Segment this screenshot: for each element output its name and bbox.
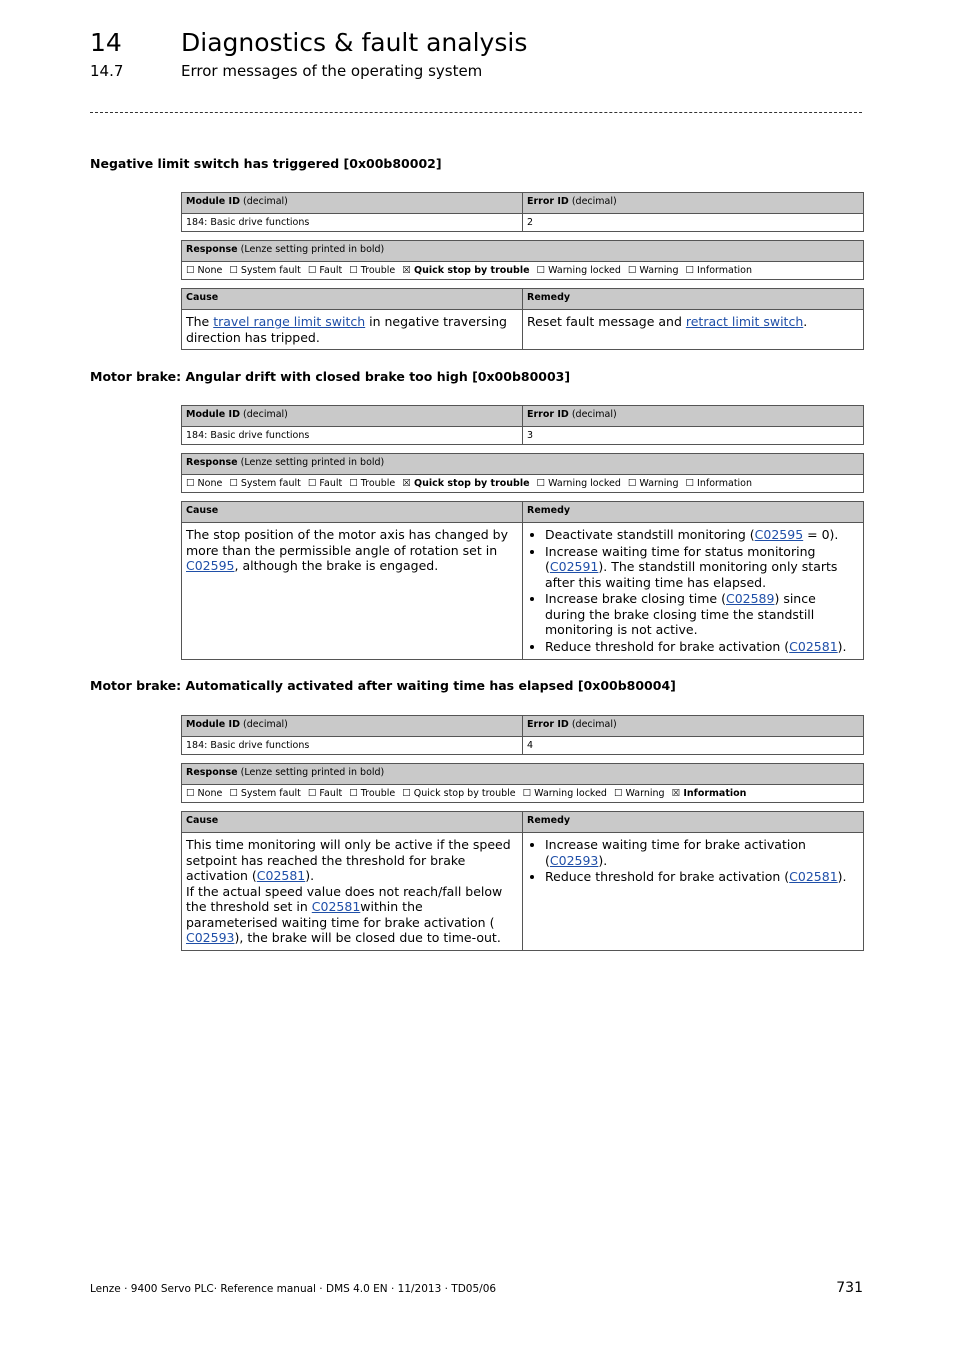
response-label: Response	[186, 767, 238, 778]
response-option-trouble: ☐ Trouble	[349, 788, 396, 799]
decimal-label: (decimal)	[243, 719, 288, 730]
parameter-link[interactable]: C02581	[311, 899, 361, 914]
parameter-link[interactable]: C02591	[549, 559, 599, 574]
chapter-title: Diagnostics & fault analysis	[181, 28, 528, 57]
section-title: Negative limit switch has triggered [0x00b80002]	[90, 156, 442, 171]
error-id-label: Error ID	[527, 196, 569, 207]
id-table	[181, 192, 864, 232]
remedy-bullets	[527, 527, 859, 654]
response-option-fault: ☐ Fault	[307, 788, 343, 799]
remedy-label: Remedy	[527, 505, 571, 516]
response-table	[181, 240, 864, 280]
text-run: ), the brake will be closed due to time-out.	[234, 930, 501, 945]
cause-label: Cause	[186, 815, 219, 826]
subchapter-title: Error messages of the operating system	[181, 62, 483, 80]
text-run: Increase waiting time for status monitoring (	[545, 543, 816, 574]
text-run: This time monitoring will only be active if the speed setpoint has reached the threshold for brake activation (	[186, 837, 511, 883]
response-option-warning-locked: ☐ Warning locked	[536, 265, 621, 276]
list-item	[545, 544, 859, 591]
list-item	[545, 527, 859, 543]
text-run: The stop position of the motor axis has changed by more than the permissible angle of rotation set in	[186, 527, 508, 558]
text-run: in negative traversing direction has tripped.	[186, 314, 507, 345]
response-label: Response	[186, 244, 238, 255]
response-option-quick-stop-by-trouble: ☐ Quick stop by trouble	[402, 788, 516, 799]
list-item	[545, 869, 859, 885]
response-option-fault: ☐ Fault	[307, 265, 343, 276]
parameter-link[interactable]: C02593	[549, 852, 599, 868]
error-id-label: Error ID	[527, 409, 569, 420]
response-option-warning-locked: ☐ Warning locked	[536, 478, 621, 489]
text-run: ).	[837, 638, 847, 654]
cause-text	[182, 310, 523, 350]
response-option-warning: ☐ Warning	[613, 788, 665, 799]
response-option-none: ☐ None	[186, 265, 223, 276]
response-option-information: ☐ Information	[685, 265, 753, 276]
cause-label: Cause	[186, 292, 219, 303]
response-options	[182, 785, 864, 803]
response-table	[181, 453, 864, 493]
text-run: Reduce threshold for brake activation (	[545, 638, 790, 654]
remedy-label: Remedy	[527, 815, 571, 826]
parameter-link[interactable]: travel range limit switch	[213, 314, 366, 329]
response-option-system-fault: ☐ System fault	[229, 478, 301, 489]
list-item	[545, 639, 859, 655]
remedy-text	[523, 310, 864, 350]
response-options	[182, 262, 864, 280]
text-run: The	[186, 314, 214, 329]
response-table	[181, 763, 864, 803]
error-id-value: 3	[523, 427, 864, 445]
id-table	[181, 715, 864, 755]
response-option-system-fault: ☐ System fault	[229, 265, 301, 276]
text-run: ) since during the brake closing time the standstill monitoring is not active.	[545, 591, 816, 637]
text-run: If the actual speed value does not reach/fall below the threshold set in	[186, 883, 503, 914]
module-id-label: Module ID	[186, 196, 240, 207]
subchapter-number: 14.7	[90, 62, 124, 80]
response-option-none: ☐ None	[186, 478, 223, 489]
cause-text	[182, 833, 523, 951]
response-options	[182, 475, 864, 493]
response-option-fault: ☐ Fault	[307, 478, 343, 489]
decimal-label: (decimal)	[571, 409, 617, 420]
module-id-label: Module ID	[186, 409, 240, 420]
error-id-value: 4	[523, 737, 864, 755]
module-id-value: 184: Basic drive functions	[182, 427, 523, 445]
text-run: ).	[305, 868, 315, 883]
response-note: (Lenze setting printed in bold)	[240, 244, 385, 255]
error-id-label: Error ID	[527, 719, 569, 730]
response-option-information: ☐ Information	[685, 478, 753, 489]
response-option-information: ☒ Information	[671, 788, 747, 799]
parameter-link[interactable]: C02581	[789, 638, 838, 654]
section-title: Motor brake: Angular drift with closed brake too high [0x00b80003]	[90, 369, 571, 384]
id-table	[181, 405, 864, 445]
response-option-warning-locked: ☐ Warning locked	[522, 788, 607, 799]
remedy-list	[523, 833, 864, 951]
response-option-system-fault: ☐ System fault	[229, 788, 301, 799]
response-label: Response	[186, 457, 238, 468]
parameter-link[interactable]: C02581	[789, 869, 838, 884]
response-option-quick-stop-by-trouble: ☒ Quick stop by trouble	[402, 265, 530, 276]
text-run: ).	[598, 852, 608, 868]
text-run: Reset fault message and	[527, 314, 686, 329]
response-option-warning: ☐ Warning	[627, 265, 679, 276]
page-number: 731	[836, 1280, 863, 1296]
text-run: ). The standstill monitoring only starts after this waiting time has elapsed.	[545, 559, 838, 590]
remedy-list	[523, 523, 864, 660]
section-title: Motor brake: Automatically activated after waiting time has elapsed [0x00b80004]	[90, 678, 676, 693]
list-item	[545, 837, 859, 868]
cause-remedy-table	[181, 288, 864, 350]
decimal-label: (decimal)	[571, 196, 617, 207]
text-run: Increase waiting time for brake activation (	[545, 837, 806, 868]
decimal-label: (decimal)	[571, 719, 617, 730]
remedy-bullets	[527, 837, 859, 885]
module-id-value: 184: Basic drive functions	[182, 214, 523, 232]
response-note: (Lenze setting printed in bold)	[240, 767, 385, 778]
text-run: Reduce threshold for brake activation (	[545, 869, 790, 884]
text-run: .	[803, 314, 808, 329]
decimal-label: (decimal)	[243, 409, 288, 420]
text-run: = 0).	[803, 527, 839, 542]
response-option-trouble: ☐ Trouble	[349, 478, 396, 489]
response-option-warning: ☐ Warning	[627, 478, 679, 489]
response-note: (Lenze setting printed in bold)	[240, 457, 385, 468]
parameter-link[interactable]: C02581	[256, 868, 306, 883]
response-option-quick-stop-by-trouble: ☒ Quick stop by trouble	[402, 478, 530, 489]
module-id-value: 184: Basic drive functions	[182, 737, 523, 755]
cause-remedy-table	[181, 501, 864, 660]
parameter-link[interactable]: C02589	[725, 591, 775, 606]
cause-text	[182, 523, 523, 660]
parameter-link[interactable]: retract limit switch	[685, 314, 804, 329]
text-run: within the parameterised waiting time for brake activation (	[186, 899, 495, 930]
chapter-number: 14	[90, 28, 122, 57]
cause-label: Cause	[186, 505, 219, 516]
text-run: Deactivate standstill monitoring (	[545, 527, 755, 542]
text-run: , although the brake is engaged.	[234, 558, 439, 573]
remedy-label: Remedy	[527, 292, 571, 303]
text-run: ).	[837, 869, 847, 884]
list-item	[545, 591, 859, 638]
response-option-trouble: ☐ Trouble	[349, 265, 396, 276]
module-id-label: Module ID	[186, 719, 240, 730]
header-divider	[90, 112, 862, 113]
text-run: Increase brake closing time (	[545, 591, 726, 606]
response-option-none: ☐ None	[186, 788, 223, 799]
parameter-link[interactable]: C02595	[754, 527, 804, 542]
parameter-link[interactable]: C02595	[186, 558, 235, 573]
parameter-link[interactable]: C02593	[186, 930, 235, 945]
decimal-label: (decimal)	[243, 196, 288, 207]
footer-text: Lenze · 9400 Servo PLC· Reference manual · DMS 4.0 EN · 11/2013 · TD05/06	[90, 1283, 497, 1295]
error-id-value: 2	[523, 214, 864, 232]
cause-remedy-table	[181, 811, 864, 951]
